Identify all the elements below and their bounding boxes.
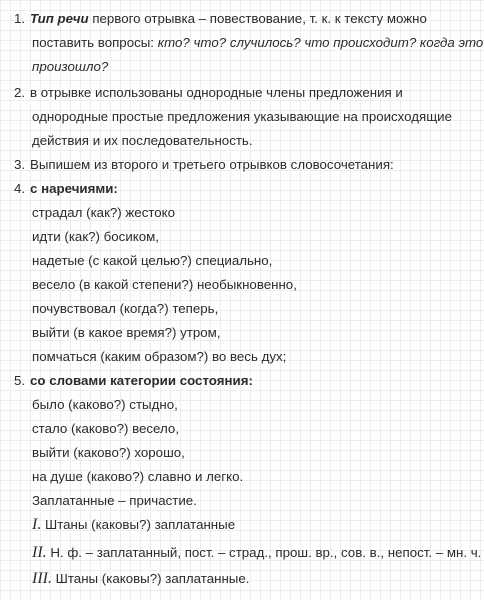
item-1-text: поставить вопросы: [32,35,158,50]
phrase-line: на душе (каково?) славно и легко. [32,469,244,484]
item-2-text: в отрывке использованы однородные члены предложения и [30,85,403,100]
item-number: 2. [14,85,26,100]
item-number: 3. [14,157,26,172]
phrase-line: надетые (с какой целью?) специально, [32,253,273,268]
phrase-line: идти (как?) босиком, [32,229,159,244]
item-2-line-2: однородные простые предложения указывающие на происходящие [32,109,453,124]
section-heading-adverbs: с наречиями: [30,181,118,196]
item-1-text: первого отрывка – повествование, т. к. к тексту можно [88,11,427,26]
item-number: 5. [14,373,26,388]
item-2-line-3: действия и их последовательность. [32,133,253,148]
item-1-line-1 [14,10,427,28]
analysis-line-3 [32,570,249,588]
item-1-questions: кто? что? случилось? что происходит? когда это [157,35,484,50]
roman-numeral: I. [32,516,42,533]
item-number: 1. [14,11,26,26]
analysis-line-1 [32,516,235,534]
item-3-text: Выпишем из второго и третьего отрывков словосочетания: [30,157,394,172]
analysis-text: Штаны (каковы?) заплатанные. [51,571,250,586]
roman-numeral: II. [32,544,47,561]
item-number: 4. [14,181,26,196]
phrase-line: выйти (каково?) хорошо, [32,445,185,460]
roman-numeral: III. [32,570,52,587]
analysis-text: Штаны (каковы?) заплатанные [41,517,236,532]
item-3-line-1 [14,156,394,174]
item-4-heading [14,180,118,198]
term-speech-type: Тип речи [30,11,89,26]
phrase-line: было (каково?) стыдно, [32,397,178,412]
item-2-line-1 [14,84,403,102]
item-5-heading [14,372,253,390]
phrase-line: выйти (в какое время?) утром, [32,325,221,340]
analysis-text: Н. ф. – заплатанный, пост. – страд., прош. вр., сов. в., непост. – мн. ч. [46,545,482,560]
analysis-line-2 [32,544,481,562]
phrase-line: почувствовал (когда?) теперь, [32,301,219,316]
phrase-line: весело (в какой степени?) необыкновенно, [32,277,297,292]
phrase-line: страдал (как?) жестоко [32,205,176,220]
section-heading-state-words: со словами категории состояния: [30,373,253,388]
phrase-line: помчаться (каким образом?) во весь дух; [32,349,287,364]
phrase-line: стало (каково?) весело, [32,421,180,436]
item-1-line-3: произошло? [32,59,109,74]
item-1-line-2 [32,34,483,52]
participle-note: Заплатанные – причастие. [32,493,197,508]
